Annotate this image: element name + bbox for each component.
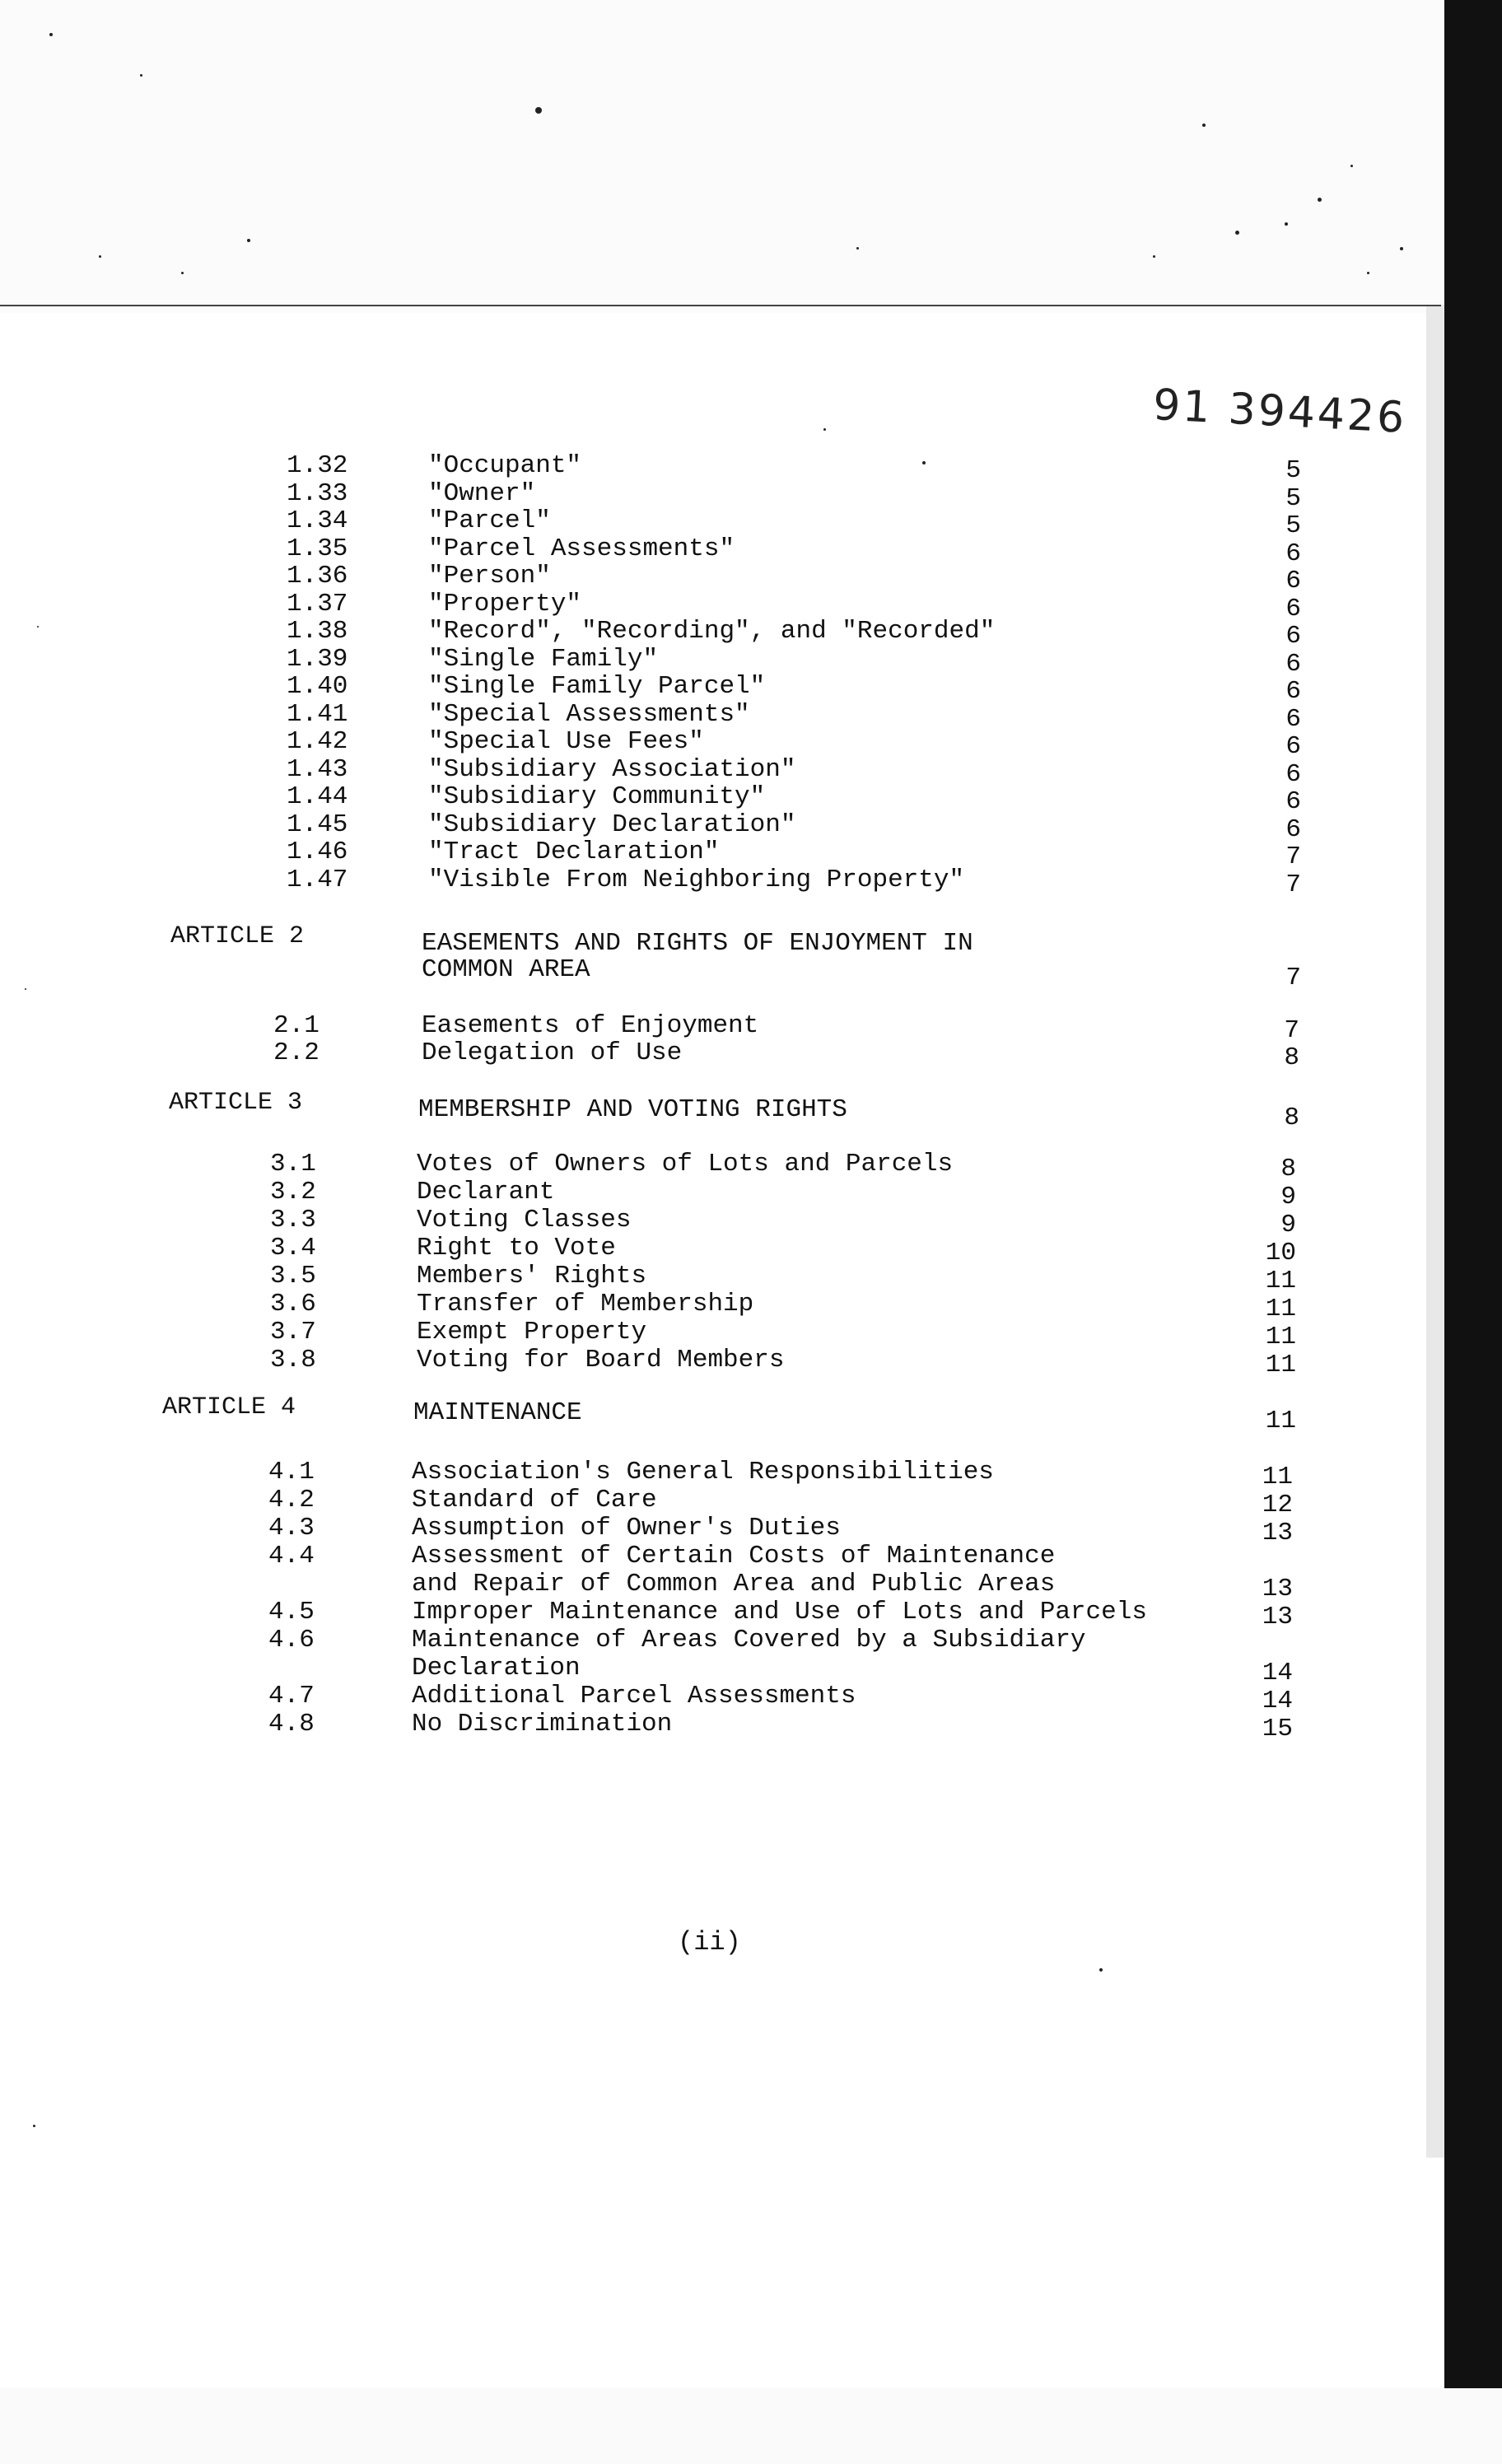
section-page: 5 xyxy=(1285,456,1301,485)
article-title-cont: COMMON AREA xyxy=(422,955,590,984)
section-page: 7 xyxy=(1285,842,1301,871)
section-title-cont: and Repair of Common Area and Public Areas xyxy=(412,1570,1056,1598)
scan-speck xyxy=(1153,255,1155,258)
section-number: 1.39 xyxy=(287,644,348,674)
scan-speck xyxy=(140,74,142,77)
scan-speck xyxy=(856,247,859,250)
section-title: "Single Family Parcel" xyxy=(428,672,766,701)
section-page: 6 xyxy=(1285,567,1301,595)
section-title: Maintenance of Areas Covered by a Subsidiary xyxy=(412,1626,1086,1654)
scan-speck xyxy=(181,272,184,274)
section-page: 9 xyxy=(1280,1183,1296,1211)
section-page: 15 xyxy=(1262,1715,1293,1743)
section-page: 5 xyxy=(1285,483,1301,513)
section-title: "Subsidiary Community" xyxy=(428,782,766,811)
section-title: Improper Maintenance and Use of Lots and Parcels xyxy=(412,1598,1147,1626)
article-label: ARTICLE 3 xyxy=(169,1089,303,1117)
section-page: 6 xyxy=(1285,759,1301,789)
section-number: 4.1 xyxy=(268,1458,315,1486)
section-page: 7 xyxy=(1284,1016,1299,1045)
section-title: Easements of Enjoyment xyxy=(422,1011,759,1040)
section-page: 5 xyxy=(1285,511,1301,540)
section-number: 3.3 xyxy=(270,1206,316,1234)
section-title: "Occupant" xyxy=(428,451,582,480)
section-number: 4.3 xyxy=(268,1514,315,1542)
section-number: 3.8 xyxy=(270,1346,316,1374)
section-page: 6 xyxy=(1285,622,1301,651)
scan-speck xyxy=(823,428,826,431)
section-page: 6 xyxy=(1285,704,1301,734)
section-number: 3.4 xyxy=(270,1234,316,1262)
section-page: 6 xyxy=(1285,594,1301,623)
section-title: "Parcel" xyxy=(428,506,551,535)
scan-speck xyxy=(37,626,39,628)
section-title: Voting Classes xyxy=(417,1206,632,1234)
scan-speck xyxy=(247,239,250,242)
section-page: 8 xyxy=(1280,1155,1296,1183)
section-title: "Property" xyxy=(428,589,582,618)
section-number: 4.4 xyxy=(268,1542,315,1570)
article-title: EASEMENTS AND RIGHTS OF ENJOYMENT IN xyxy=(422,929,973,958)
section-number: 2.1 xyxy=(273,1011,320,1040)
section-title: "Single Family" xyxy=(428,644,659,674)
article-page: 8 xyxy=(1284,1104,1299,1132)
section-number: 2.2 xyxy=(273,1038,320,1067)
scan-page-shadow xyxy=(1426,305,1444,2158)
section-page: 11 xyxy=(1265,1267,1296,1295)
section-number: 4.8 xyxy=(268,1710,315,1738)
section-title: "Visible From Neighboring Property" xyxy=(428,865,965,894)
section-title: Assessment of Certain Costs of Maintenance xyxy=(412,1542,1056,1570)
scan-speck xyxy=(922,461,926,464)
section-number: 1.46 xyxy=(287,838,348,866)
section-title: Association's General Responsibilities xyxy=(412,1458,994,1486)
section-number: 1.44 xyxy=(287,782,348,811)
scan-right-edge xyxy=(1444,0,1502,2464)
section-page: 9 xyxy=(1280,1211,1296,1239)
section-page: 11 xyxy=(1265,1323,1296,1351)
section-page: 13 xyxy=(1262,1519,1293,1547)
article-title: MEMBERSHIP AND VOTING RIGHTS xyxy=(418,1095,847,1124)
section-page: 12 xyxy=(1262,1491,1293,1519)
article-title: MAINTENANCE xyxy=(413,1398,582,1427)
section-title: Exempt Property xyxy=(417,1318,647,1346)
section-page: 6 xyxy=(1285,814,1301,844)
scan-speck xyxy=(1350,165,1353,167)
section-page: 14 xyxy=(1262,1687,1293,1715)
section-number: 1.37 xyxy=(287,589,348,618)
section-page: 7 xyxy=(1285,870,1301,899)
article-page: 7 xyxy=(1285,964,1301,992)
scan-speck xyxy=(25,988,26,990)
section-page: 6 xyxy=(1285,539,1301,568)
section-number: 3.2 xyxy=(270,1178,316,1206)
scan-speck xyxy=(1099,1968,1103,1972)
scan-speck xyxy=(535,107,542,114)
section-page: 11 xyxy=(1262,1463,1293,1491)
section-title: Votes of Owners of Lots and Parcels xyxy=(417,1150,954,1178)
section-title-cont: Declaration xyxy=(412,1654,581,1682)
section-title: "Special Assessments" xyxy=(428,699,750,729)
section-page: 14 xyxy=(1262,1659,1293,1687)
section-number: 1.45 xyxy=(287,810,348,839)
section-title: "Person" xyxy=(428,562,551,590)
section-title: "Special Use Fees" xyxy=(428,727,704,756)
section-title: Transfer of Membership xyxy=(417,1290,754,1318)
section-title: "Tract Declaration" xyxy=(428,838,720,866)
section-title: Assumption of Owner's Duties xyxy=(412,1514,841,1542)
scan-speck xyxy=(99,255,101,258)
scan-page-edge xyxy=(0,305,1441,306)
scan-top-margin xyxy=(0,0,1502,313)
scan-speck xyxy=(1202,124,1206,127)
section-page: 11 xyxy=(1265,1351,1296,1379)
section-title: "Record", "Recording", and "Recorded" xyxy=(428,617,996,646)
section-page: 6 xyxy=(1285,732,1301,761)
section-page: 6 xyxy=(1285,649,1301,679)
section-title: No Discrimination xyxy=(412,1710,673,1738)
scan-speck xyxy=(33,2125,35,2127)
section-page: 13 xyxy=(1262,1603,1293,1631)
section-number: 1.33 xyxy=(287,478,348,508)
section-number: 3.7 xyxy=(270,1318,316,1346)
section-number: 4.2 xyxy=(268,1486,315,1514)
section-page: 6 xyxy=(1285,787,1301,816)
section-title: Declarant xyxy=(417,1178,555,1206)
section-number: 1.32 xyxy=(287,451,348,480)
section-number: 3.1 xyxy=(270,1150,316,1178)
section-number: 1.43 xyxy=(287,754,348,784)
section-page: 10 xyxy=(1265,1239,1296,1267)
section-title: "Owner" xyxy=(428,478,536,508)
section-number: 1.47 xyxy=(287,865,348,894)
article-label: ARTICLE 2 xyxy=(170,922,305,950)
section-number: 1.35 xyxy=(287,534,348,563)
scan-speck xyxy=(1400,247,1403,250)
scan-speck xyxy=(1367,272,1369,274)
section-number: 4.7 xyxy=(268,1682,315,1710)
scan-speck xyxy=(1235,231,1239,235)
section-title: Voting for Board Members xyxy=(417,1346,785,1374)
document-number-stamp: 91 394426 xyxy=(1151,380,1408,444)
section-title: Additional Parcel Assessments xyxy=(412,1682,856,1710)
section-number: 1.36 xyxy=(287,562,348,590)
section-number: 4.5 xyxy=(268,1598,315,1626)
section-number: 1.40 xyxy=(287,672,348,701)
section-title: "Subsidiary Association" xyxy=(428,754,796,784)
section-title: Right to Vote xyxy=(417,1234,616,1262)
scan-speck xyxy=(49,33,53,36)
section-title: "Parcel Assessments" xyxy=(428,534,735,563)
section-page: 8 xyxy=(1284,1043,1299,1072)
scan-bottom-margin xyxy=(0,2388,1502,2464)
page-number-footer: (ii) xyxy=(678,1927,741,1958)
scan-speck xyxy=(1285,222,1288,226)
section-number: 1.42 xyxy=(287,727,348,756)
section-number: 3.5 xyxy=(270,1262,316,1290)
section-number: 1.38 xyxy=(287,617,348,646)
section-number: 4.6 xyxy=(268,1626,315,1654)
section-title: Standard of Care xyxy=(412,1486,657,1514)
section-number: 1.41 xyxy=(287,699,348,729)
section-page: 11 xyxy=(1265,1295,1296,1323)
article-label: ARTICLE 4 xyxy=(162,1393,296,1421)
section-number: 3.6 xyxy=(270,1290,316,1318)
article-page: 11 xyxy=(1265,1407,1296,1435)
section-page: 6 xyxy=(1285,677,1301,706)
section-title: Delegation of Use xyxy=(422,1038,683,1067)
section-number: 1.34 xyxy=(287,506,348,535)
section-title: "Subsidiary Declaration" xyxy=(428,810,796,839)
section-page: 13 xyxy=(1262,1575,1293,1603)
section-title: Members' Rights xyxy=(417,1262,647,1290)
scan-speck xyxy=(1318,198,1322,202)
